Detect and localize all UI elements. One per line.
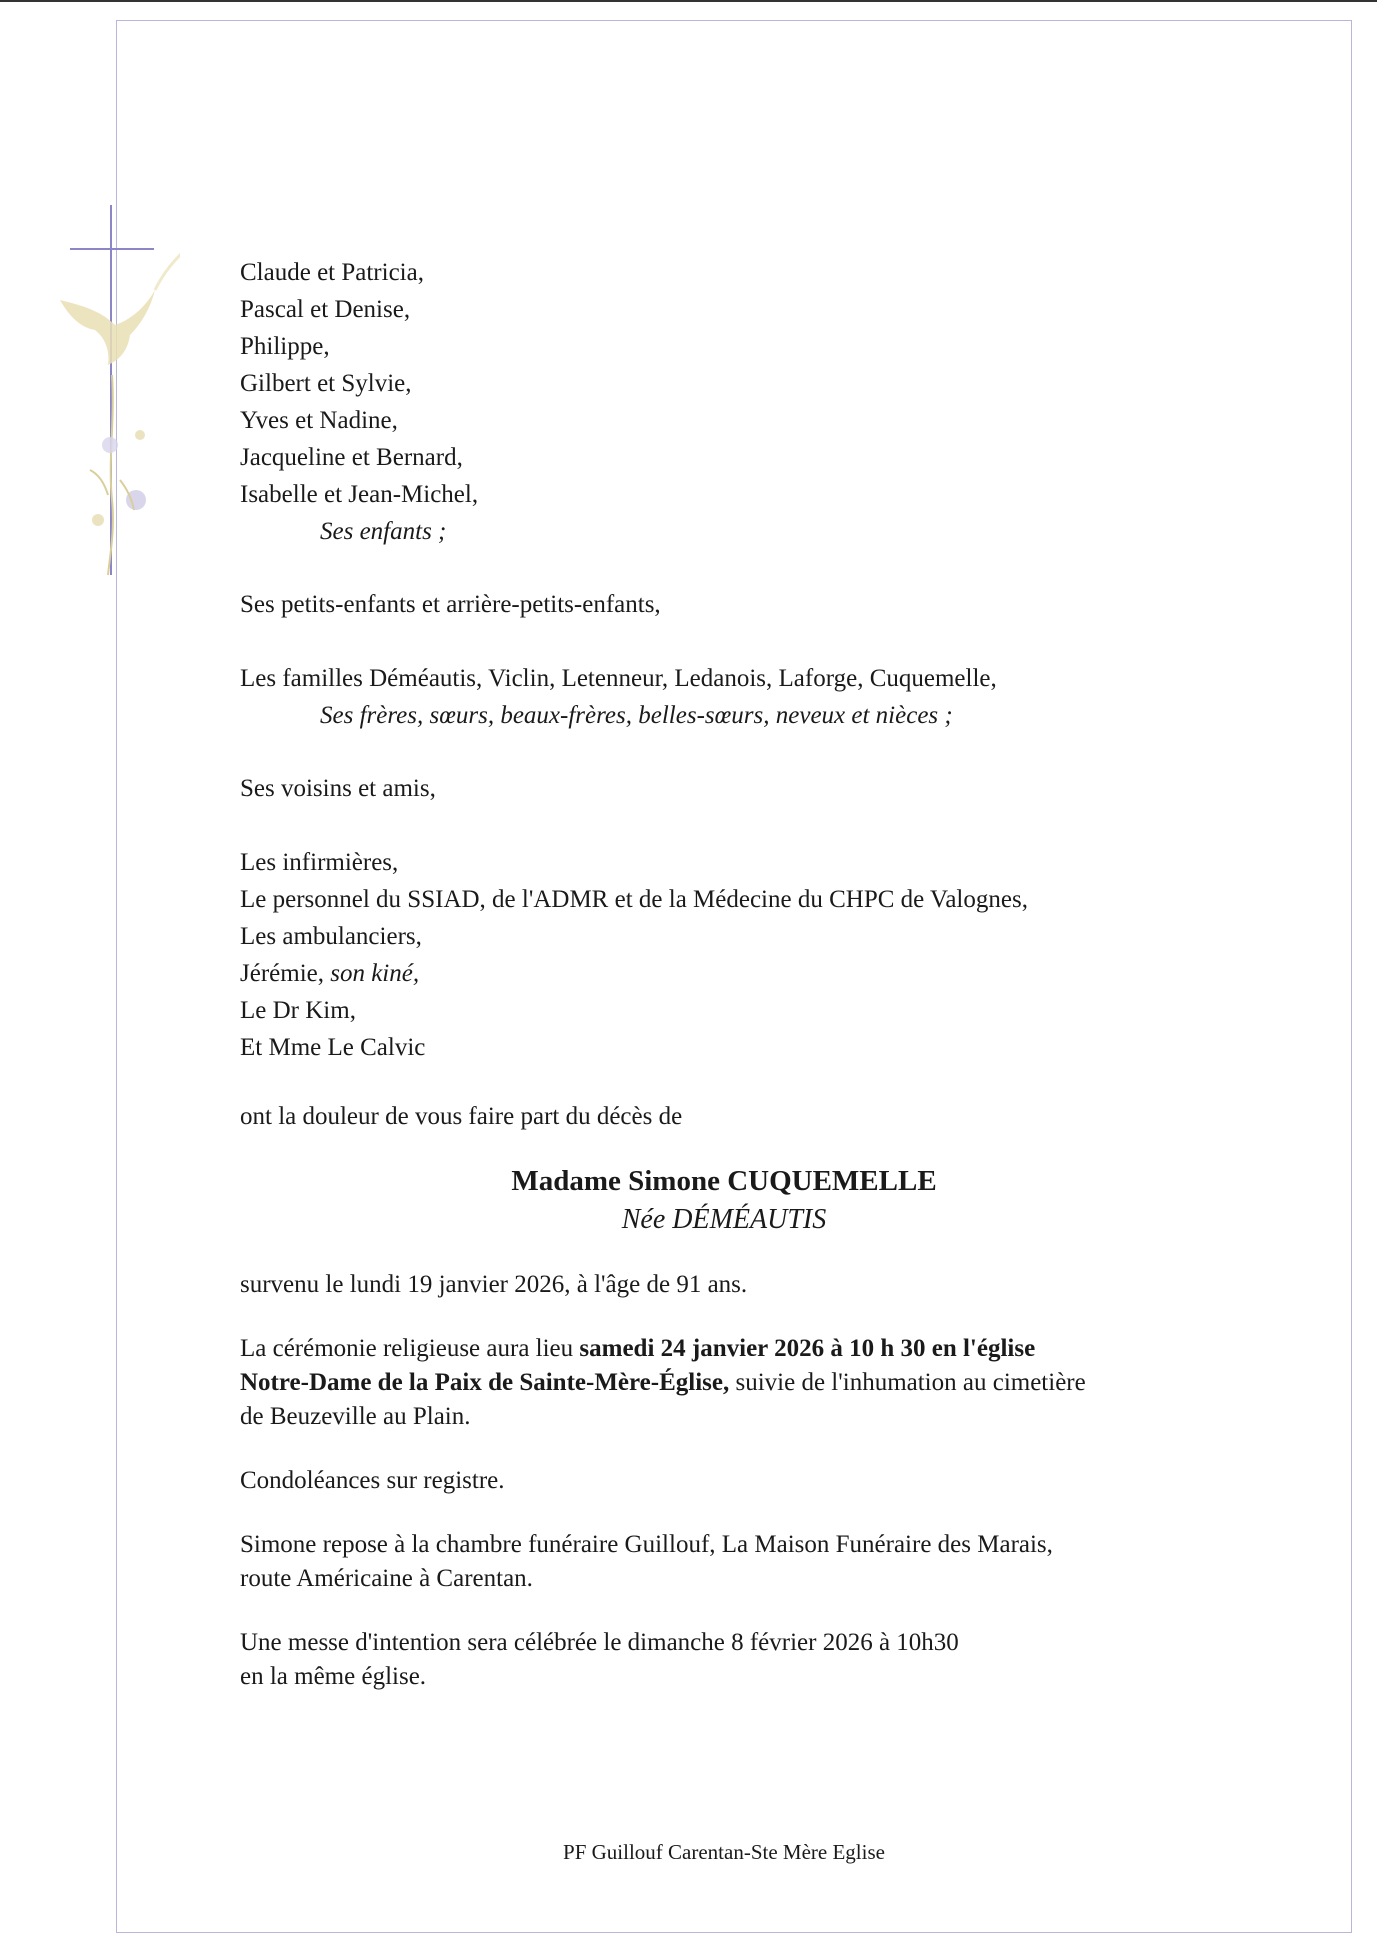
siblings-label: Ses frères, sœurs, beaux-frères, belles-sœurs, neveux et nièces ;	[320, 702, 953, 729]
deceased-maiden-name: Née DÉMÉAUTIS	[621, 1204, 827, 1235]
death-date-line: survenu le lundi 19 janvier 2026, à l'âge de 91 ans.	[240, 1271, 748, 1298]
condolences-line: Condoléances sur registre.	[240, 1467, 505, 1494]
top-rule	[0, 0, 1377, 2]
ceremony-intro: La cérémonie religieuse aura lieu	[240, 1335, 580, 1362]
announcement-line: ont la douleur de vous faire part du décès de	[240, 1103, 683, 1130]
nurses-line: Les infirmières,	[240, 849, 399, 876]
staff-line: Le personnel du SSIAD, de l'ADMR et de la Médecine du CHPC de Valognes,	[240, 886, 1028, 913]
grandchildren-line: Ses petits-enfants et arrière-petits-enfants,	[240, 591, 661, 618]
ambulance-line: Les ambulanciers,	[240, 923, 422, 950]
dove-cross-icon	[60, 200, 180, 580]
ceremony-burial: suivie de l'inhumation au cimetière	[729, 1369, 1086, 1396]
jeremie-role: son kiné,	[330, 960, 420, 987]
doctor-line: Le Dr Kim,	[240, 997, 356, 1024]
rest-line-1: Simone repose à la chambre funéraire Guillouf, La Maison Funéraire des Marais,	[240, 1531, 1053, 1558]
deceased-name: Madame Simone CUQUEMELLE	[511, 1165, 937, 1197]
ceremony-line-2	[240, 1368, 1086, 1398]
mass-line-2: en la même église.	[240, 1663, 427, 1690]
ceremony-line-1	[240, 1334, 1035, 1364]
family-line-6: Jacqueline et Bernard,	[240, 444, 463, 471]
jeremie-line	[240, 959, 419, 989]
ceremony-line-3: de Beuzeville au Plain.	[240, 1403, 471, 1430]
rest-line-2: route Américaine à Carentan.	[240, 1565, 533, 1592]
jeremie-name: Jérémie,	[240, 960, 324, 987]
family-line-4: Gilbert et Sylvie,	[240, 370, 412, 397]
ceremony-date: samedi 24 janvier 2026 à 10 h 30 en l'église	[579, 1335, 1036, 1362]
families-line: Les familles Déméautis, Viclin, Letenneur, Ledanois, Laforge, Cuquemelle,	[240, 665, 997, 692]
family-line-1: Claude et Patricia,	[240, 259, 424, 286]
mme-line: Et Mme Le Calvic	[240, 1034, 426, 1061]
ceremony-church: Notre-Dame de la Paix de Sainte-Mère-Église,	[240, 1369, 730, 1396]
neighbors-line: Ses voisins et amis,	[240, 775, 436, 802]
mass-line-1: Une messe d'intention sera célébrée le dimanche 8 février 2026 à 10h30	[240, 1629, 959, 1656]
footer-funeral-home: PF Guillouf Carentan-Ste Mère Eglise	[563, 1840, 885, 1864]
family-line-2: Pascal et Denise,	[240, 296, 411, 323]
family-line-5: Yves et Nadine,	[240, 407, 398, 434]
family-line-7: Isabelle et Jean-Michel,	[240, 481, 479, 508]
children-label: Ses enfants ;	[320, 518, 447, 545]
family-line-3: Philippe,	[240, 333, 330, 360]
